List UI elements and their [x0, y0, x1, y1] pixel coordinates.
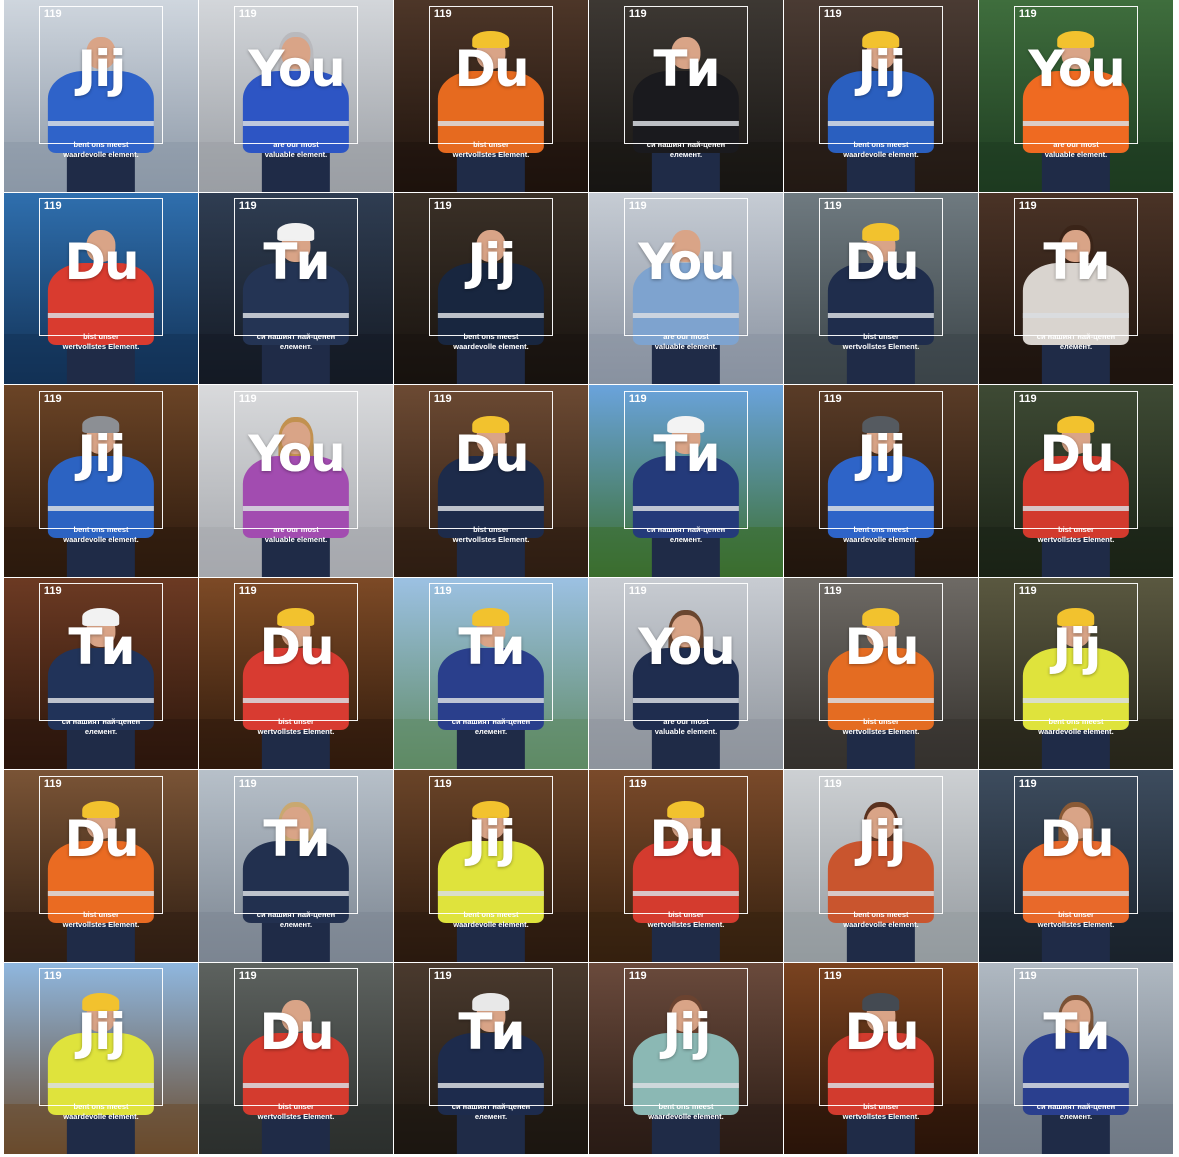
campaign-tile [979, 193, 1173, 385]
element-symbol: Du [454, 425, 528, 484]
element-tagline [591, 1102, 781, 1122]
atomic-number: 119 [628, 585, 647, 598]
campaign-tile [394, 0, 588, 192]
atomic-number: 119 [433, 392, 452, 405]
tagline-line: си нашият най-ценен [1036, 1102, 1116, 1112]
element-tagline [786, 717, 976, 737]
tagline-line: bist unser [473, 139, 509, 149]
tagline-line: си нашият най-ценен [256, 909, 336, 919]
campaign-tile [589, 193, 783, 385]
campaign-tile [589, 578, 783, 770]
tagline-line: are our most [663, 717, 709, 727]
tagline-line: bent ons meest [853, 909, 909, 919]
campaign-tile [4, 193, 198, 385]
tagline-line: си нашият най-ценен [646, 139, 726, 149]
element-symbol: Ти [458, 1002, 524, 1061]
tagline-line: bist unser [863, 332, 899, 342]
element-symbol: Du [64, 232, 138, 291]
element-tagline [6, 332, 196, 352]
atomic-number: 119 [433, 585, 452, 598]
tagline-line: wertvollstes Element. [1037, 534, 1115, 544]
tagline-line: си нашият най-ценен [646, 524, 726, 534]
tagline-line: waardevolle element. [63, 534, 139, 544]
element-symbol: You [638, 617, 734, 676]
atomic-number: 119 [628, 777, 647, 790]
atomic-number: 119 [238, 7, 257, 20]
campaign-tile [784, 385, 978, 577]
tagline-line: bist unser [278, 717, 314, 727]
tagline-line: bent ons meest [463, 332, 519, 342]
element-symbol: Du [1039, 810, 1113, 869]
element-tagline [396, 332, 586, 352]
tagline-line: waardevolle element. [453, 919, 529, 929]
tagline-line: bist unser [1058, 524, 1094, 534]
atomic-number: 119 [43, 7, 62, 20]
tagline-line: valuable element. [264, 149, 328, 159]
tagline-line: waardevolle element. [1038, 727, 1114, 737]
element-symbol: Jij [1052, 617, 1100, 676]
element-symbol: Jij [857, 810, 905, 869]
element-tagline [6, 140, 196, 160]
element-symbol: Du [844, 232, 918, 291]
element-tagline [6, 525, 196, 545]
tagline-line: valuable element. [654, 727, 718, 737]
atomic-number: 119 [43, 970, 62, 983]
campaign-tile [784, 770, 978, 962]
atomic-number: 119 [1018, 585, 1037, 598]
campaign-tile [784, 193, 978, 385]
atomic-number: 119 [628, 392, 647, 405]
element-symbol: Du [649, 810, 723, 869]
tagline-line: wertvollstes Element. [842, 727, 920, 737]
tagline-line: valuable element. [654, 342, 718, 352]
campaign-tile [4, 578, 198, 770]
atomic-number: 119 [238, 200, 257, 213]
atomic-number: 119 [43, 392, 62, 405]
element-symbol: Du [454, 40, 528, 99]
tagline-line: are our most [663, 332, 709, 342]
element-symbol: Ти [653, 40, 719, 99]
atomic-number: 119 [823, 392, 842, 405]
tagline-line: valuable element. [264, 534, 328, 544]
tagline-line: wertvollstes Element. [257, 727, 335, 737]
element-tagline [396, 910, 586, 930]
tagline-line: wertvollstes Element. [452, 534, 530, 544]
campaign-tile [394, 193, 588, 385]
element-symbol: Du [1039, 425, 1113, 484]
campaign-tile [979, 578, 1173, 770]
element-tagline [396, 1102, 586, 1122]
element-symbol: Ти [458, 617, 524, 676]
element-tagline [591, 332, 781, 352]
element-symbol: Du [259, 617, 333, 676]
tagline-line: bist unser [668, 909, 704, 919]
atomic-number: 119 [823, 200, 842, 213]
element-symbol: Ти [1043, 1002, 1109, 1061]
tagline-line: bent ons meest [853, 524, 909, 534]
element-tagline [786, 140, 976, 160]
element-tagline [786, 332, 976, 352]
tagline-line: си нашият най-ценен [256, 332, 336, 342]
campaign-tile [4, 963, 198, 1155]
tagline-line: bist unser [83, 332, 119, 342]
tagline-line: bent ons meest [73, 1102, 129, 1112]
element-tagline [981, 140, 1171, 160]
campaign-tile [199, 770, 393, 962]
element-symbol: Jij [662, 1002, 710, 1061]
tagline-line: wertvollstes Element. [647, 919, 725, 929]
tagline-line: bent ons meest [658, 1102, 714, 1112]
atomic-number: 119 [43, 777, 62, 790]
tagline-line: bist unser [863, 717, 899, 727]
element-tagline [591, 910, 781, 930]
campaign-tile [589, 963, 783, 1155]
atomic-number: 119 [1018, 7, 1037, 20]
atomic-number: 119 [238, 392, 257, 405]
campaign-tile [394, 385, 588, 577]
atomic-number: 119 [1018, 392, 1037, 405]
element-symbol: Ти [1043, 232, 1109, 291]
tagline-line: wertvollstes Element. [1037, 919, 1115, 929]
campaign-tile [199, 385, 393, 577]
element-tagline [981, 1102, 1171, 1122]
element-tagline [6, 910, 196, 930]
tagline-line: wertvollstes Element. [842, 1112, 920, 1122]
atomic-number: 119 [823, 7, 842, 20]
atomic-number: 119 [43, 585, 62, 598]
campaign-tile [394, 963, 588, 1155]
campaign-tile [979, 0, 1173, 192]
campaign-tile [589, 770, 783, 962]
campaign-tile [199, 578, 393, 770]
tagline-line: wertvollstes Element. [452, 149, 530, 159]
atomic-number: 119 [1018, 777, 1037, 790]
tagline-line: waardevolle element. [843, 919, 919, 929]
tagline-line: are our most [1053, 139, 1099, 149]
tagline-line: елемент. [474, 727, 508, 737]
atomic-number: 119 [43, 200, 62, 213]
element-symbol: Du [844, 1002, 918, 1061]
element-symbol: Ти [68, 617, 134, 676]
atomic-number: 119 [433, 200, 452, 213]
tagline-line: valuable element. [1044, 149, 1108, 159]
element-tagline [201, 910, 391, 930]
element-tagline [396, 140, 586, 160]
tagline-line: bist unser [1058, 909, 1094, 919]
atomic-number: 119 [628, 970, 647, 983]
element-symbol: Jij [857, 40, 905, 99]
tagline-line: waardevolle element. [63, 149, 139, 159]
atomic-number: 119 [433, 970, 452, 983]
element-tagline [201, 525, 391, 545]
element-symbol: Ти [263, 810, 329, 869]
element-symbol: Du [259, 1002, 333, 1061]
campaign-tile [979, 963, 1173, 1155]
tagline-line: си нашият най-ценен [451, 717, 531, 727]
element-tagline [201, 332, 391, 352]
tagline-line: елемент. [1059, 1112, 1093, 1122]
element-tagline [201, 1102, 391, 1122]
element-tagline [396, 717, 586, 737]
tagline-line: елемент. [84, 727, 118, 737]
campaign-tile [4, 0, 198, 192]
element-symbol: Jij [77, 425, 125, 484]
element-tagline [591, 140, 781, 160]
element-symbol: You [248, 425, 344, 484]
campaign-tile [589, 385, 783, 577]
atomic-number: 119 [1018, 970, 1037, 983]
atomic-number: 119 [1018, 200, 1037, 213]
tagline-line: bist unser [473, 524, 509, 534]
tagline-line: wertvollstes Element. [62, 342, 140, 352]
tagline-line: bent ons meest [853, 139, 909, 149]
campaign-tile [784, 963, 978, 1155]
tagline-line: waardevolle element. [648, 1112, 724, 1122]
tagline-line: елемент. [1059, 342, 1093, 352]
element-tagline [6, 717, 196, 737]
element-symbol: Ти [263, 232, 329, 291]
tagline-line: are our most [273, 524, 319, 534]
tagline-line: bist unser [863, 1102, 899, 1112]
element-tagline [981, 717, 1171, 737]
campaign-tile [199, 193, 393, 385]
tagline-line: bent ons meest [73, 524, 129, 534]
atomic-number: 119 [433, 777, 452, 790]
element-tagline [201, 140, 391, 160]
tagline-line: are our most [273, 139, 319, 149]
element-tagline [786, 1102, 976, 1122]
atomic-number: 119 [238, 585, 257, 598]
tagline-line: waardevolle element. [843, 534, 919, 544]
tagline-line: bent ons meest [1048, 717, 1104, 727]
tagline-line: waardevolle element. [63, 1112, 139, 1122]
campaign-tile [589, 0, 783, 192]
element-tagline [981, 332, 1171, 352]
element-tagline [6, 1102, 196, 1122]
tagline-line: елемент. [474, 1112, 508, 1122]
tagline-line: wertvollstes Element. [257, 1112, 335, 1122]
campaign-tile [394, 578, 588, 770]
atomic-number: 119 [823, 585, 842, 598]
atomic-number: 119 [823, 777, 842, 790]
element-symbol: Du [844, 617, 918, 676]
atomic-number: 119 [823, 970, 842, 983]
tagline-line: bent ons meest [463, 909, 519, 919]
tagline-line: bist unser [278, 1102, 314, 1112]
campaign-tile [784, 578, 978, 770]
element-tagline [591, 717, 781, 737]
tagline-line: waardevolle element. [843, 149, 919, 159]
element-tagline [981, 910, 1171, 930]
element-symbol: Jij [77, 1002, 125, 1061]
tagline-line: bist unser [83, 909, 119, 919]
element-tagline [786, 910, 976, 930]
campaign-tile [979, 385, 1173, 577]
campaign-tile [979, 770, 1173, 962]
campaign-tile [784, 0, 978, 192]
tagline-line: елемент. [669, 149, 703, 159]
campaign-tile [199, 963, 393, 1155]
element-symbol: Jij [77, 40, 125, 99]
tagline-line: си нашият най-ценен [1036, 332, 1116, 342]
tagline-line: елемент. [279, 342, 313, 352]
tagline-line: bent ons meest [73, 139, 129, 149]
element-tagline [591, 525, 781, 545]
element-symbol: Ти [653, 425, 719, 484]
atomic-number: 119 [628, 200, 647, 213]
element-symbol: Jij [857, 425, 905, 484]
campaign-tile [394, 770, 588, 962]
atomic-number: 119 [238, 777, 257, 790]
tagline-line: waardevolle element. [453, 342, 529, 352]
element-symbol: You [638, 232, 734, 291]
campaign-tile [4, 385, 198, 577]
campaign-photo-grid [4, 0, 1173, 1154]
element-symbol: Jij [467, 232, 515, 291]
campaign-tile [199, 0, 393, 192]
campaign-tile [4, 770, 198, 962]
element-tagline [981, 525, 1171, 545]
element-tagline [396, 525, 586, 545]
element-symbol: Jij [467, 810, 515, 869]
tagline-line: си нашият най-ценен [451, 1102, 531, 1112]
atomic-number: 119 [238, 970, 257, 983]
tagline-line: елемент. [279, 919, 313, 929]
element-symbol: You [248, 40, 344, 99]
tagline-line: wertvollstes Element. [842, 342, 920, 352]
tagline-line: wertvollstes Element. [62, 919, 140, 929]
tagline-line: елемент. [669, 534, 703, 544]
tagline-line: си нашият най-ценен [61, 717, 141, 727]
element-tagline [201, 717, 391, 737]
element-tagline [786, 525, 976, 545]
element-symbol: Du [64, 810, 138, 869]
atomic-number: 119 [628, 7, 647, 20]
element-symbol: You [1028, 40, 1124, 99]
atomic-number: 119 [433, 7, 452, 20]
